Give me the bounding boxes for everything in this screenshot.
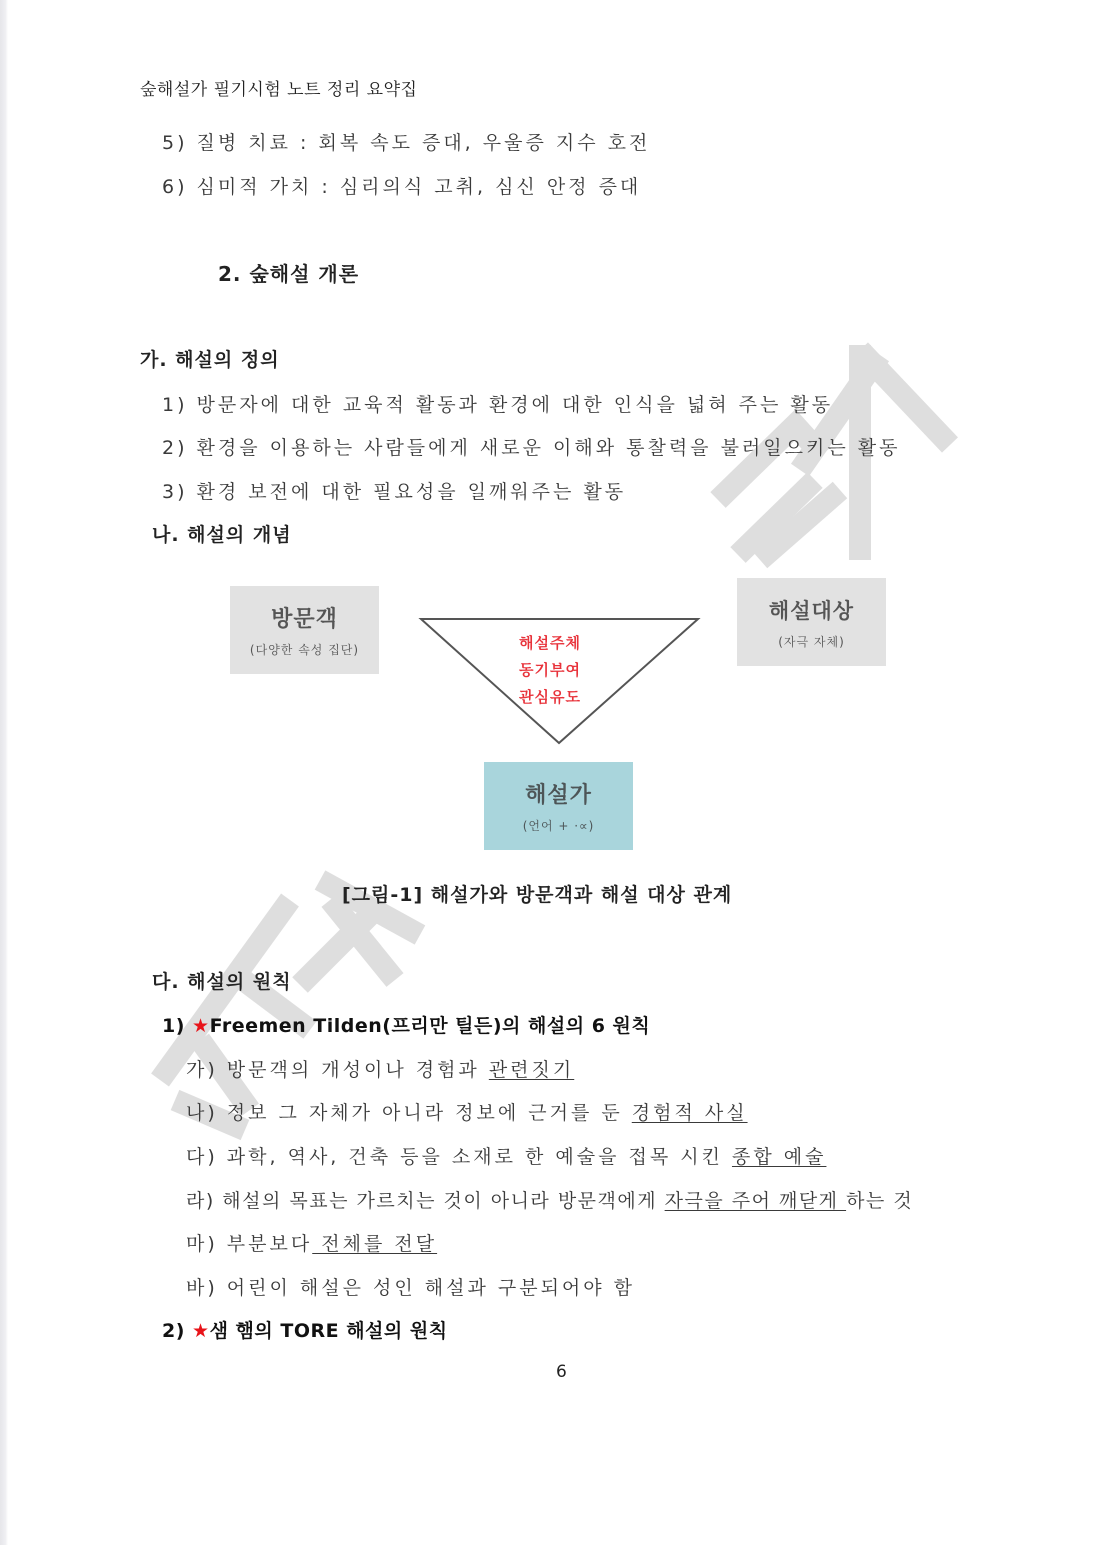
definition-item-3: 3) 환경 보전에 대한 필요성을 일깨워주는 활동: [162, 481, 627, 503]
underlined-term: 종합 예술: [731, 1146, 827, 1168]
tilden-item-3: 다) 과학, 역사, 건축 등을 소재로 한 예술을 접목 시킨 종합 예술: [186, 1146, 827, 1168]
target-title: 해설대상: [768, 598, 855, 623]
ham-heading: [162, 1316, 448, 1343]
figure-caption: [그림-1] 해설가와 방문객과 해설 대상 관계: [342, 884, 733, 906]
intro-item-5: 5) 질병 치료 : 회복 속도 증대, 우울증 지수 호전: [162, 132, 651, 154]
underlined-term: 관련짓기: [488, 1059, 575, 1081]
underlined-term: 경험적 사실: [631, 1102, 748, 1124]
diagram-interpreter-box: [484, 762, 633, 850]
visitor-title: 방문객: [271, 607, 338, 632]
definition-item-1: 1) 방문자에 대한 교육적 활동과 환경에 대한 인식을 넓혀 주는 활동: [162, 394, 834, 416]
diagram-target-box: [737, 578, 886, 666]
triangle-line-3: 관심유도: [519, 688, 581, 706]
tilden-item-4: 라) 해설의 목표는 가르치는 것이 아니라 방문객에게 자극을 주어 깨닫게 하는 것: [186, 1190, 914, 1212]
principles-heading: 다. 해설의 원칙: [152, 971, 292, 993]
concept-heading: 나. 해설의 개념: [152, 524, 292, 546]
tilden-heading: [162, 1011, 650, 1038]
intro-item-6: 6) 심미적 가치 : 심리의식 고취, 심신 안정 증대: [162, 176, 642, 198]
triangle-line-2: 동기부여: [519, 661, 581, 679]
target-subtitle: (자극 자체): [778, 634, 845, 649]
star-icon: ★: [192, 1015, 210, 1037]
section-heading: 2. 숲해설 개론: [218, 262, 360, 286]
tilden-prefix: 1): [162, 1015, 193, 1037]
tilden-title: Freemen Tilden(프리만 틸든)의 해설의 6 원칙: [209, 1015, 651, 1037]
interpreter-title: 해설가: [525, 783, 592, 808]
tilden-item-2: 나) 정보 그 자체가 아니라 정보에 근거를 둔 경험적 사실: [186, 1102, 748, 1124]
underlined-term: 전체를 전달: [312, 1233, 438, 1255]
triangle-text: [500, 630, 600, 711]
ham-prefix: 2): [162, 1320, 193, 1342]
underlined-term: 자극을 주어 깨닫게: [664, 1190, 847, 1212]
star-icon: ★: [192, 1320, 210, 1342]
tilden-item-6: 바) 어린이 해설은 성인 해설과 구분되어야 함: [186, 1277, 636, 1299]
tilden-item-5: 마) 부분보다 전체를 전달: [186, 1233, 438, 1255]
visitor-subtitle: (다양한 속성 집단): [249, 643, 360, 657]
definition-item-2: 2) 환경을 이용하는 사람들에게 새로운 이해와 통찰력을 불러일으키는 활동: [162, 437, 901, 459]
ham-title: 샘 햄의 TORE 해설의 원칙: [209, 1320, 448, 1342]
triangle-line-1: 해설주체: [519, 634, 581, 652]
tilden-item-1: 가) 방문객의 개성이나 경험과 관련짓기: [186, 1059, 575, 1081]
page-number: 6: [556, 1362, 567, 1382]
running-header: 숲해설가 필기시험 노트 정리 요약집: [140, 80, 418, 100]
definition-heading: 가. 해설의 정의: [140, 349, 280, 371]
interpreter-subtitle: (언어 + ·∝): [522, 819, 595, 833]
diagram-visitor-box: [230, 586, 379, 674]
page-edge-shadow: [0, 0, 8, 1545]
